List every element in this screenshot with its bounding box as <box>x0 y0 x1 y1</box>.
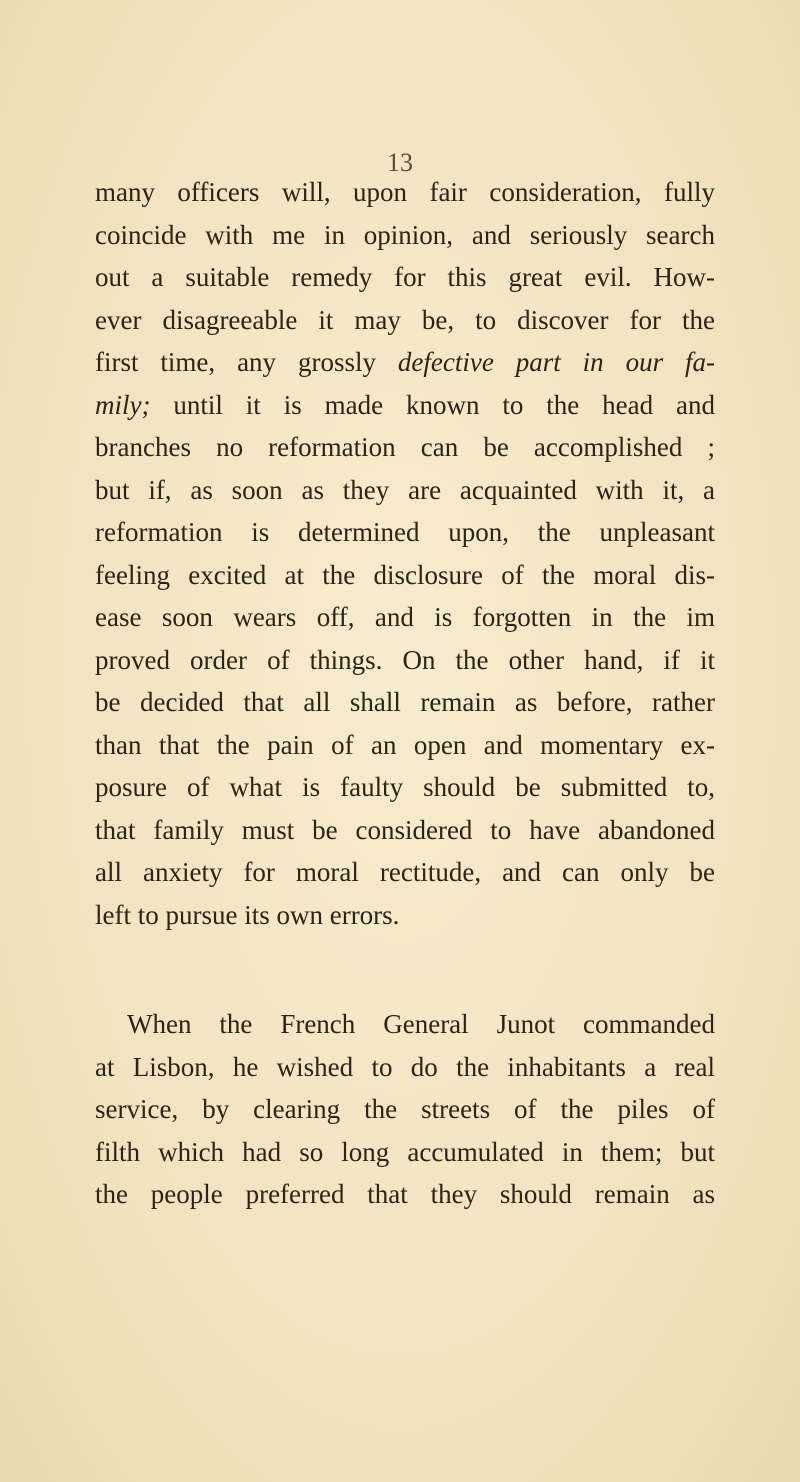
page-number: 13 <box>387 148 413 177</box>
text-line: filth which had so long accumulated in them; but <box>95 1136 715 1167</box>
text-line: out a suitable remedy for this great evil. How- <box>95 262 715 292</box>
text-line: the people preferred that they should remain as <box>95 1179 715 1209</box>
text-segment: first time, any grossly <box>95 347 376 377</box>
text-line: left to pursue its own errors. <box>95 899 400 930</box>
text-line: all anxiety for moral rectitude, and can only be <box>95 857 715 887</box>
text-line: posure of what is faulty should be submitted to, <box>95 772 715 802</box>
text-line: than that the pain of an open and momentary ex- <box>95 729 715 760</box>
italic-phrase: mily; <box>95 389 151 420</box>
text-line: at Lisbon, he wished to do the inhabitants a real <box>95 1051 715 1082</box>
text-line: ever disagreeable it may be, to discover for the <box>95 304 715 335</box>
text-line: reformation is determined upon, the unpleasant <box>95 517 715 547</box>
text-line: proved order of things. On the other hand, if it <box>95 644 715 675</box>
text-line: service, by clearing the streets of the piles of <box>95 1094 715 1124</box>
text-line <box>95 341 715 384</box>
text-segment: until it is made known to the head and <box>173 389 715 420</box>
text-line: coincide with me in opinion, and seriously search <box>95 219 715 250</box>
text-line: many officers will, upon fair consideration, fully <box>95 177 715 207</box>
paragraph-1 <box>95 171 715 936</box>
paragraph-2 <box>95 1003 715 1216</box>
italic-phrase: defective part in our fa- <box>397 347 716 377</box>
text-line: be decided that all shall remain as before, rather <box>95 687 715 717</box>
text-line: ease soon wears off, and is forgotten in the im <box>95 602 715 632</box>
text-line <box>95 384 715 427</box>
text-line: When the French General Junot commanded <box>127 1009 715 1039</box>
text-line: branches no reformation can be accomplished ; <box>95 432 715 462</box>
text-line: but if, as soon as they are acquainted with it, a <box>95 474 715 505</box>
text-line: feeling excited at the disclosure of the moral dis- <box>95 559 715 590</box>
text-line: that family must be considered to have abandoned <box>95 814 715 845</box>
